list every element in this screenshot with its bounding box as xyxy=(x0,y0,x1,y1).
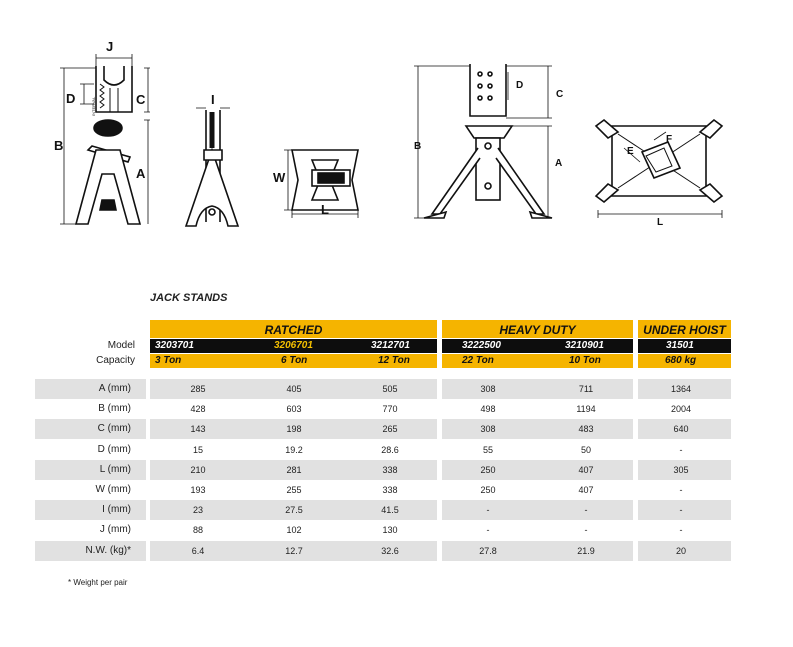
table-row xyxy=(0,379,793,399)
row-value: 28.6 xyxy=(381,444,399,455)
model-bar-under-hoist xyxy=(638,339,731,353)
row-value: 41.5 xyxy=(381,505,399,516)
capacity-cell: 3 Ton xyxy=(155,355,182,366)
row-value: 32.6 xyxy=(381,545,399,556)
row-value: - xyxy=(679,525,683,536)
row-value: 265 xyxy=(382,424,398,435)
model-cell: 31501 xyxy=(666,340,694,351)
row-value: - xyxy=(679,444,683,455)
row-value: 338 xyxy=(382,464,398,475)
label-c-1: C xyxy=(136,92,146,107)
label-l-5: L xyxy=(657,217,664,228)
row-value: 198 xyxy=(286,424,302,435)
table-row xyxy=(0,419,793,439)
row-value: 281 xyxy=(286,464,302,475)
diagram-ratchet-side xyxy=(186,108,238,226)
row-value: 250 xyxy=(480,464,496,475)
row-value: 305 xyxy=(673,464,689,475)
model-cell-highlight: 3206701 xyxy=(274,340,313,351)
capacity-label: Capacity xyxy=(96,355,135,366)
row-value: 50 xyxy=(580,444,591,455)
row-value: 1194 xyxy=(576,404,596,415)
jack-stand-diagrams xyxy=(0,0,793,270)
row-value: 27.5 xyxy=(285,505,303,516)
label-d-1: D xyxy=(66,91,76,106)
table-row xyxy=(0,541,793,561)
label-j-1: J xyxy=(106,39,114,54)
row-value: 21.9 xyxy=(577,545,595,556)
row-label: A (mm) xyxy=(98,383,131,394)
label-a-1: A xyxy=(136,166,146,181)
diagram-heavy-duty-front xyxy=(414,64,552,218)
row-value: 285 xyxy=(190,384,206,394)
table-row xyxy=(0,500,793,520)
row-value: 603 xyxy=(286,404,302,415)
model-bar-ratched xyxy=(150,339,437,353)
row-value: - xyxy=(679,505,683,516)
row-value: 1364 xyxy=(670,384,692,394)
row-value: - xyxy=(486,525,490,536)
capacity-cell: 22 Ton xyxy=(462,355,494,366)
label-b-4: B xyxy=(414,141,422,152)
row-label: J (mm) xyxy=(99,524,131,536)
table-row xyxy=(0,520,793,540)
row-value: 640 xyxy=(673,424,689,435)
row-value: 483 xyxy=(578,424,594,435)
row-label: I (mm) xyxy=(102,504,131,516)
model-label: Model xyxy=(107,340,135,351)
row-value: 20 xyxy=(675,545,686,556)
row-value: 12.7 xyxy=(285,545,303,556)
row-value: 2004 xyxy=(670,404,692,415)
table-row xyxy=(0,440,793,460)
row-label: L (mm) xyxy=(99,463,131,475)
row-value: 407 xyxy=(578,464,594,475)
model-cell: 3203701 xyxy=(155,340,194,351)
row-value: - xyxy=(486,505,490,516)
row-label: N.W. (kg)* xyxy=(85,544,131,556)
row-label: D (mm) xyxy=(97,443,131,455)
capacity-bar-under-hoist xyxy=(638,354,731,368)
label-e-5: E xyxy=(627,146,634,157)
row-value: - xyxy=(584,525,588,536)
row-value: 55 xyxy=(482,444,493,455)
row-value: 19.2 xyxy=(285,444,303,455)
row-value: 15 xyxy=(192,444,203,455)
row-value: 407 xyxy=(578,485,594,495)
capacity-cell: 680 kg xyxy=(665,355,697,366)
row-value: 711 xyxy=(578,384,594,394)
model-cell: 3212701 xyxy=(371,340,410,351)
row-value: 338 xyxy=(382,485,398,495)
label-i-2: I xyxy=(211,92,215,107)
row-value: 6.4 xyxy=(191,545,205,556)
label-interval: INTERVAL xyxy=(91,96,96,116)
group-header-ratched: RATCHED xyxy=(150,320,437,338)
group-header-under-hoist: UNDER HOIST xyxy=(638,320,731,338)
footnote: * Weight per pair xyxy=(68,578,128,587)
model-cell: 3222500 xyxy=(462,340,501,351)
row-value: 88 xyxy=(192,525,203,536)
group-header-heavy-duty: HEAVY DUTY xyxy=(442,320,633,338)
row-value: 428 xyxy=(190,404,206,415)
row-value: 770 xyxy=(382,404,398,415)
row-value: 308 xyxy=(480,384,496,394)
row-value: 498 xyxy=(480,404,496,415)
row-value: 505 xyxy=(382,384,398,394)
row-value: 27.8 xyxy=(479,545,497,556)
row-value: 250 xyxy=(480,485,496,495)
capacity-cell: 10 Ton xyxy=(569,355,601,366)
label-f-5: F xyxy=(666,134,673,145)
capacity-cell: 12 Ton xyxy=(378,355,410,366)
label-a-4: A xyxy=(555,158,563,169)
row-value: - xyxy=(679,485,683,495)
row-value: 308 xyxy=(480,424,496,435)
row-value: - xyxy=(584,505,588,516)
label-c-4: C xyxy=(556,89,564,100)
row-value: 143 xyxy=(190,424,206,435)
row-value: 102 xyxy=(286,525,302,536)
diagram-heavy-duty-top xyxy=(596,120,722,218)
row-value: 255 xyxy=(286,485,302,495)
section-title: JACK STANDS xyxy=(150,292,228,304)
label-b-1: B xyxy=(54,138,64,153)
row-label: C (mm) xyxy=(97,423,131,435)
label-w-3: W xyxy=(273,170,286,185)
row-value: 130 xyxy=(382,525,398,536)
capacity-bar-ratched xyxy=(150,354,437,368)
label-l-3: L xyxy=(321,202,329,217)
table-row xyxy=(0,399,793,419)
row-label: W (mm) xyxy=(95,484,131,495)
row-value: 193 xyxy=(190,485,206,495)
row-value: 23 xyxy=(192,505,203,516)
table-row xyxy=(0,460,793,480)
label-d-4: D xyxy=(516,80,524,91)
diagram-ratchet-front xyxy=(60,54,150,224)
row-label: B (mm) xyxy=(98,403,131,415)
capacity-cell: 6 Ton xyxy=(281,355,308,366)
row-value: 210 xyxy=(190,464,206,475)
model-cell: 3210901 xyxy=(565,340,604,351)
row-value: 405 xyxy=(286,384,302,394)
model-bar-heavy-duty xyxy=(442,339,633,353)
capacity-bar-heavy-duty xyxy=(442,354,633,368)
table-row xyxy=(0,480,793,500)
